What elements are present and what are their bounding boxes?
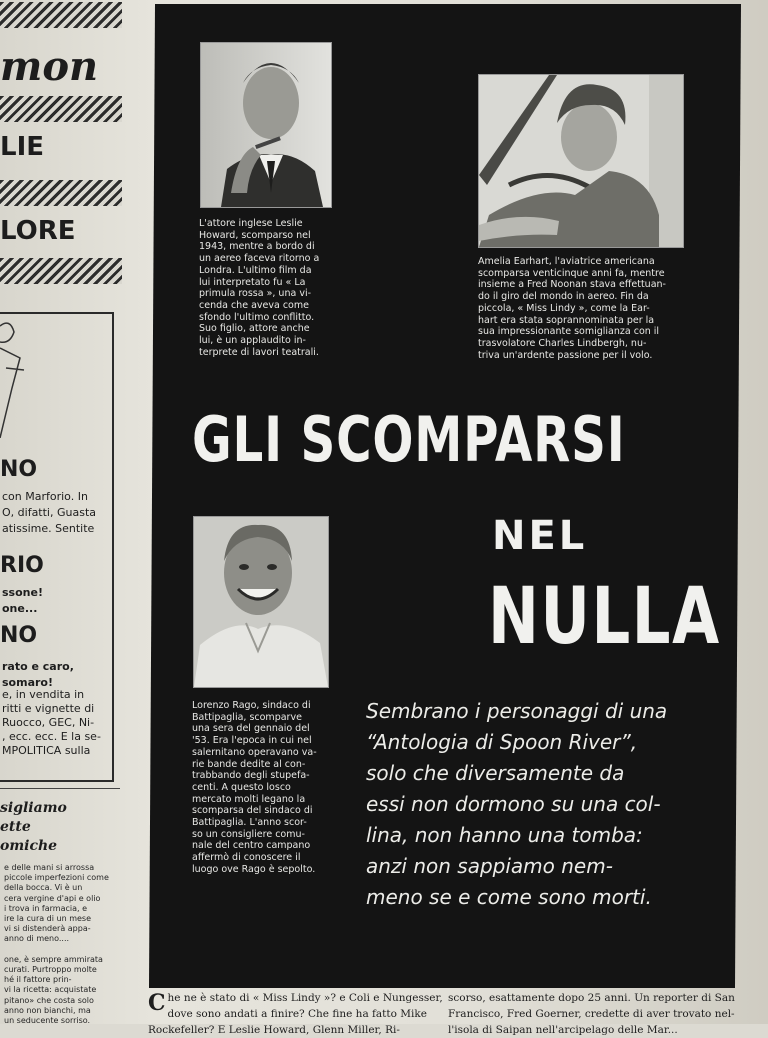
- left-italic-line: sigliamo: [0, 800, 67, 816]
- intro-line: lina, non hanno una tomba:: [366, 823, 643, 847]
- decorative-stripe: [0, 2, 122, 28]
- divider: [0, 788, 120, 789]
- body-text-line: Francisco, Fred Goerner, credette di aver trovato nel-: [448, 1008, 735, 1020]
- caption-line: Howard, scomparso nel: [199, 229, 311, 241]
- body-text-line: he ne è stato di « Miss Lindy »? e Coli e Nungesser,: [167, 992, 443, 1004]
- left-box-line: O, difatti, Guasta: [2, 506, 96, 519]
- article-title-line-2: NEL: [492, 513, 588, 559]
- decorative-stripe: [0, 180, 122, 206]
- caption-line: Lorenzo Rago, sindaco di: [192, 700, 311, 711]
- left-box-line: Ruocco, GEC, Ni-: [2, 716, 95, 729]
- caption-line: Londra. L'ultimo film da: [199, 264, 312, 276]
- caption-line: insieme a Fred Noonan stava effettuan-: [478, 279, 666, 291]
- lorenzo-rago-caption: [192, 700, 332, 876]
- left-small-line: cera vergine d'api e olio: [4, 893, 101, 903]
- left-box-line: NO: [0, 457, 38, 482]
- left-box-line: e, in vendita in: [2, 688, 85, 701]
- caption-line: mercato molti legano la: [192, 793, 306, 805]
- body-text-line: l'isola di Saipan nell'arcipelago delle Mar...: [448, 1024, 678, 1036]
- left-small-line: un seducente sorriso.: [4, 1016, 91, 1025]
- caption-line: Amelia Earhart, l'aviatrice americana: [478, 256, 655, 267]
- amelia-earhart-caption: [478, 256, 682, 361]
- left-box-line: RIO: [0, 553, 44, 578]
- article-intro-paragraph: [366, 696, 696, 913]
- left-box-line: con Marforio. In: [2, 490, 88, 503]
- caption-line: scomparsa del sindaco di: [192, 805, 313, 817]
- left-box-line: MPOLITICA sulla: [2, 744, 91, 757]
- caption-line: trasvolatore Charles Lindbergh, nu-: [478, 337, 647, 349]
- caption-line: salernitano operavano va-: [192, 746, 317, 758]
- intro-line: meno se e come sono morti.: [366, 885, 652, 909]
- left-heading-fragment-1: mon: [0, 43, 99, 90]
- caption-line: centi. A questo losco: [192, 781, 291, 793]
- left-small-line: pitano» che costa solo: [4, 995, 94, 1005]
- left-small-line: one, è sempre ammirata: [4, 954, 103, 964]
- drop-cap: C: [148, 990, 166, 1016]
- caption-line: lui, è un applaudito in-: [199, 335, 306, 347]
- left-italic-line: omiche: [0, 838, 58, 854]
- caption-line: nale del centro campano: [192, 840, 311, 852]
- intro-line: “Antologia di Spoon River”,: [366, 730, 638, 754]
- caption-line: so un consigliere comu-: [192, 828, 305, 840]
- left-box-line: one...: [2, 602, 38, 615]
- caption-line: lui interpretato fu « La: [199, 276, 306, 288]
- caption-line: terprete di lavori teatrali.: [199, 346, 319, 358]
- caption-line: affermò di conoscere il: [192, 852, 301, 864]
- left-small-line: vi si distenderà appa-: [4, 924, 91, 934]
- left-small-line: curati. Purtroppo molte: [4, 965, 97, 974]
- left-heading-fragment-3: LORE: [0, 216, 76, 246]
- left-small-line: anno non bianchi, ma: [4, 1005, 91, 1015]
- caption-line: trabbando degli stupefa-: [192, 770, 310, 782]
- article-title-line-1: GLI SCOMPARSI: [192, 403, 626, 476]
- cartoon-figure-icon: [0, 318, 26, 438]
- intro-line: essi non dormono su una col-: [366, 792, 661, 816]
- caption-line: '53. Era l'epoca in cui nel: [192, 735, 312, 747]
- caption-line: 1943, mentre a bordo di: [199, 241, 315, 253]
- bottom-body-text-column-1: [148, 990, 443, 1038]
- caption-line: do il giro del mondo in aereo. Fin da: [478, 291, 649, 303]
- left-box-line: atissime. Sentite: [2, 522, 95, 535]
- left-small-line: anno di meno....: [4, 934, 70, 944]
- left-box-line: ritti e vignette di: [2, 702, 95, 715]
- lorenzo-rago-photo: [193, 516, 329, 688]
- left-small-line: vi la ricetta: acquistate: [4, 985, 97, 995]
- decorative-stripe: [0, 96, 122, 122]
- left-italic-line: ette: [0, 819, 31, 835]
- leslie-howard-caption: [199, 218, 329, 358]
- left-small-line: ire la cura di un mese: [4, 914, 92, 923]
- caption-line: luogo ove Rago è sepolto.: [192, 863, 316, 875]
- body-text-line: dove sono andati a finire? Che fine ha fatto Mike: [167, 1008, 427, 1020]
- caption-line: triva un'ardente passione per il volo.: [478, 349, 653, 361]
- caption-line: scomparsa venticinque anni fa, mentre: [478, 267, 665, 279]
- intro-line: solo che diversamente da: [366, 761, 625, 785]
- left-small-line: della bocca. Vi è un: [4, 883, 83, 893]
- caption-line: primula rossa », una vi-: [199, 288, 312, 300]
- left-page-fragment: [0, 0, 160, 1024]
- left-small-line: piccole imperfezioni come: [4, 873, 109, 883]
- caption-line: cenda che aveva come: [199, 299, 309, 311]
- left-box-line: NO: [0, 623, 38, 648]
- caption-line: piccola, « Miss Lindy », come la Ear-: [478, 302, 650, 314]
- caption-line: sfondo l'ultimo conflitto.: [199, 311, 315, 323]
- caption-line: rie bande dedite al con-: [192, 758, 306, 770]
- caption-line: Suo figlio, attore anche: [199, 323, 310, 335]
- decorative-stripe: [0, 258, 122, 284]
- left-box-line: rato e caro,: [2, 660, 74, 673]
- body-text-line: Rockefeller? E Leslie Howard, Glenn Miller, Ri-: [148, 1024, 400, 1036]
- intro-line: Sembrano i personaggi di una: [366, 699, 668, 723]
- left-heading-fragment-2: LIE: [0, 132, 45, 162]
- caption-line: Battipaglia, scomparve: [192, 711, 302, 723]
- left-small-line: hé il fattore prin-: [4, 975, 72, 985]
- body-text-line: scorso, esattamente dopo 25 anni. Un reporter di San: [448, 992, 735, 1004]
- left-small-line: i trova in farmacia, e: [4, 903, 88, 913]
- left-box-line: ssone!: [2, 586, 43, 599]
- caption-line: L'attore inglese Leslie: [199, 218, 303, 229]
- caption-line: una sera del gennaio del: [192, 723, 310, 735]
- bottom-body-text-column-2: [448, 990, 748, 1038]
- left-box-line: somaro!: [2, 676, 53, 689]
- caption-line: hart era stata soprannominata per la: [478, 314, 655, 326]
- amelia-earhart-photo: [478, 74, 684, 248]
- article-title-line-3: NULLA: [488, 572, 721, 662]
- caption-line: sua impressionante somiglianza con il: [478, 326, 660, 338]
- left-box-line: , ecc. ecc. E la se-: [2, 730, 101, 743]
- caption-line: un aereo faceva ritorno a: [199, 253, 320, 265]
- caption-line: Battipaglia. L'anno scor-: [192, 817, 307, 829]
- intro-line: anzi non sappiamo nem-: [366, 854, 613, 878]
- leslie-howard-photo: [200, 42, 332, 208]
- left-small-line: e delle mani si arrossa: [4, 863, 95, 872]
